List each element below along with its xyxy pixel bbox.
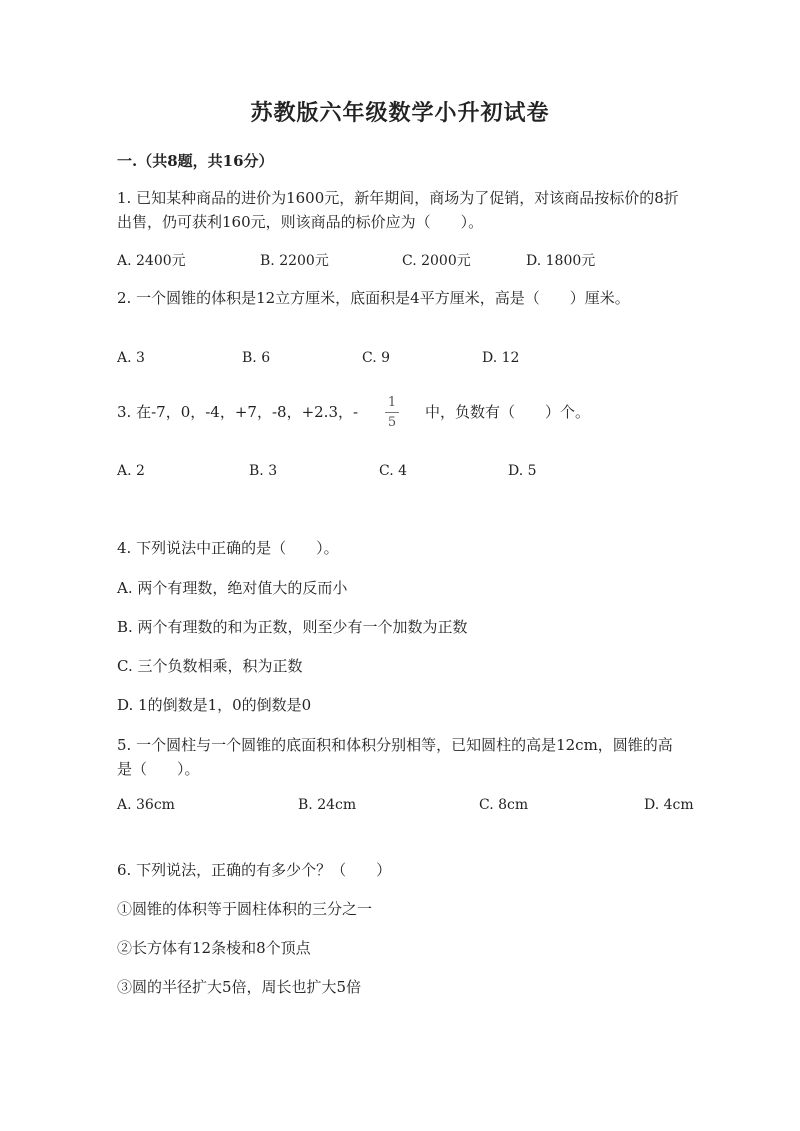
- fraction-one-fifth: [385, 395, 399, 430]
- option-b[interactable]: B. 3: [249, 463, 278, 479]
- option-a[interactable]: A. 3: [117, 350, 145, 366]
- option-d[interactable]: D. 12: [482, 350, 520, 366]
- fraction-denominator: 5: [387, 415, 397, 430]
- option-b[interactable]: B. 两个有理数的和为正数，则至少有一个加数为正数: [117, 618, 468, 636]
- statement-3: ③圆的半径扩大5倍，周长也扩大5倍: [117, 978, 362, 996]
- question-6: 6. 下列说法，正确的有多少个？（ ）: [117, 861, 392, 879]
- question-5: 5. 一个圆柱与一个圆锥的底面积和体积分别相等，已知圆柱的高是12cm，圆锥的高是（ ）。: [117, 736, 673, 778]
- option-d[interactable]: D. 1的倒数是1，0的倒数是0: [117, 696, 312, 714]
- question-1: 1. 已知某种商品的进价为1600元，新年期间，商场为了促销，对该商品按标价的8折出售，仍可获利160元，则该商品的标价应为（ ）。: [117, 189, 679, 231]
- option-a[interactable]: A. 2: [117, 463, 145, 479]
- option-a[interactable]: A. 两个有理数，绝对值大的反而小: [117, 579, 348, 597]
- statement-1: ①圆锥的体积等于圆柱体积的三分之一: [117, 900, 373, 918]
- option-a[interactable]: A. 2400元: [117, 253, 186, 269]
- option-c[interactable]: C. 9: [362, 350, 391, 366]
- option-d[interactable]: D. 1800元: [526, 253, 596, 269]
- option-d[interactable]: D. 4cm: [644, 797, 694, 813]
- option-a[interactable]: A. 36cm: [117, 797, 175, 813]
- option-c[interactable]: C. 4: [379, 463, 408, 479]
- question-2: 2. 一个圆锥的体积是12立方厘米，底面积是4平方厘米，高是（ ）厘米。: [117, 289, 630, 307]
- option-b[interactable]: B. 2200元: [260, 253, 329, 269]
- page-title: 苏教版六年级数学小升初试卷: [250, 100, 550, 126]
- option-d[interactable]: D. 5: [508, 463, 537, 479]
- section-heading: 一.（共8题，共16分）: [117, 152, 274, 170]
- option-c[interactable]: C. 2000元: [402, 253, 471, 269]
- option-b[interactable]: B. 6: [242, 350, 271, 366]
- fraction-numerator: 1: [387, 395, 397, 410]
- question-3-prefix: 3. 在-7，0，-4，+7，-8，+2.3，-: [117, 403, 359, 421]
- option-b[interactable]: B. 24cm: [298, 797, 357, 813]
- option-c[interactable]: C. 三个负数相乘，积为正数: [117, 657, 303, 675]
- question-4: 4. 下列说法中正确的是（ ）。: [117, 539, 339, 557]
- option-c[interactable]: C. 8cm: [479, 797, 529, 813]
- fraction-bar: [385, 412, 399, 413]
- statement-2: ②长方体有12条棱和8个顶点: [117, 939, 311, 957]
- question-3-suffix: 中，负数有（ ）个。: [425, 403, 591, 421]
